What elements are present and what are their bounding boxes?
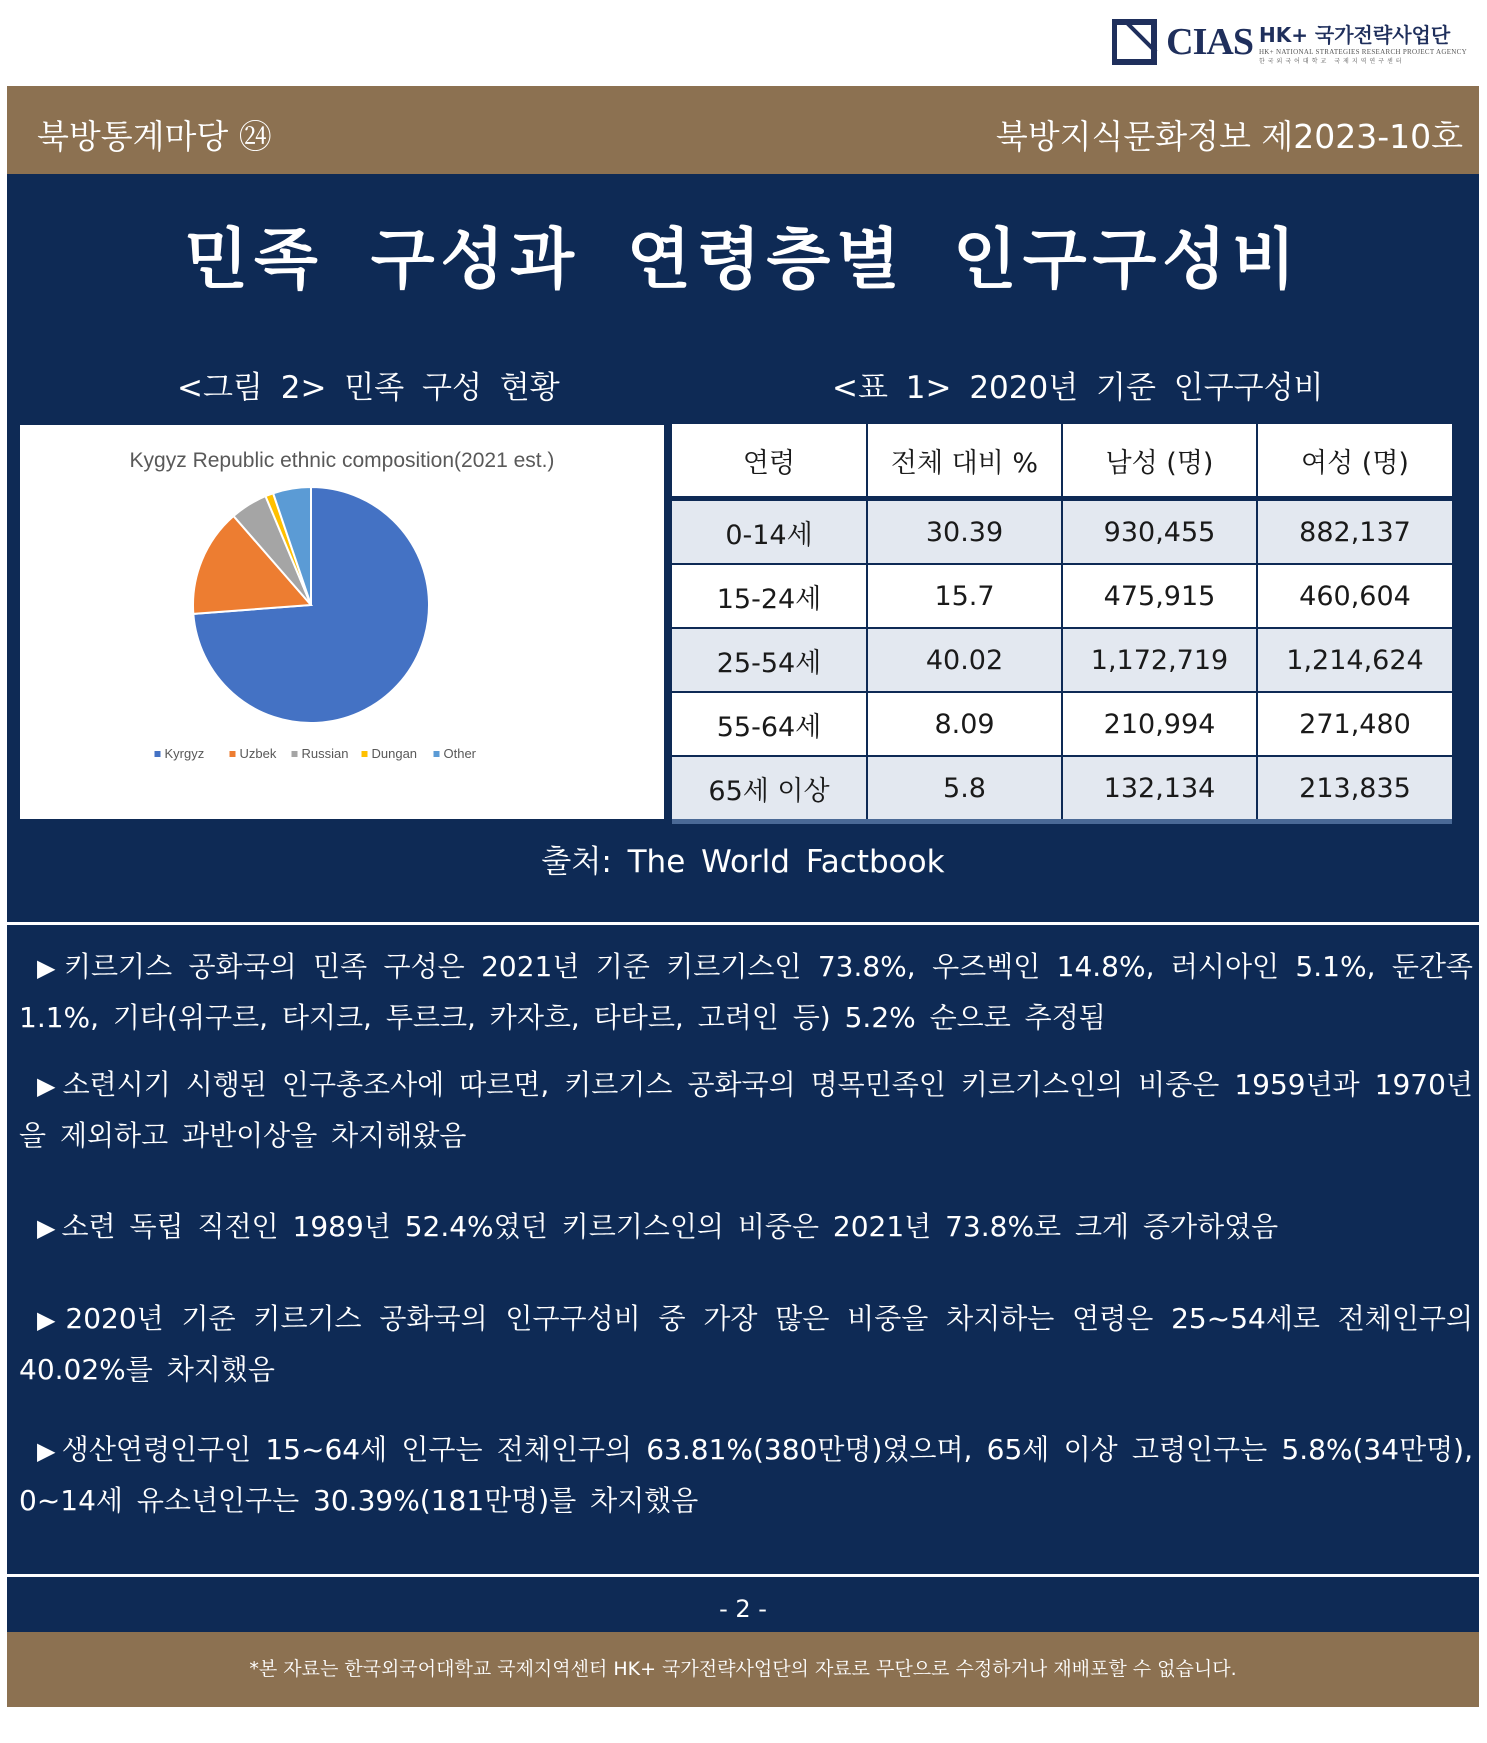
legend-swatch <box>362 751 368 757</box>
table-cell: 55-64세 <box>672 692 867 756</box>
table-cell: 65세 이상 <box>672 756 867 822</box>
table-cell: 930,455 <box>1062 499 1257 565</box>
legend-label: Kyrgyz <box>164 746 205 761</box>
source-text: 출처: The World Factbook <box>541 844 945 880</box>
page-number: - 2 - <box>719 1595 767 1623</box>
legend-swatch <box>230 751 236 757</box>
pie-chart-box <box>20 425 664 819</box>
paragraph-text: 소련 독립 직전인 1989년 52.4%였던 키르기스인의 비중은 2021년 73.8%로 크게 증가하였음 <box>61 1210 1279 1243</box>
issue-label: 북방지식문화정보 제2023-10호 <box>995 117 1463 156</box>
bullet-icon: ▶ <box>37 954 58 982</box>
table-cell: 5.8 <box>867 756 1062 822</box>
table-header-cell: 여성 (명) <box>1257 422 1452 499</box>
pie-chart <box>20 425 664 819</box>
cias-emblem-icon <box>1112 18 1160 66</box>
table-header-cell: 연령 <box>672 422 867 499</box>
footer-divider <box>7 1574 1479 1577</box>
chart-title: Kygyz Republic ethnic composition(2021 est.) <box>129 449 555 472</box>
paragraph-2 <box>19 1060 1473 1160</box>
table-cell: 132,134 <box>1062 756 1257 822</box>
header-bar <box>7 86 1479 174</box>
population-table <box>672 419 1452 824</box>
legend-label: Russian <box>301 746 349 761</box>
table-row <box>672 499 1452 565</box>
legend-label: Dungan <box>371 746 418 761</box>
legend-swatch <box>434 751 440 757</box>
table-cell: 882,137 <box>1257 499 1452 565</box>
table-cell: 8.09 <box>867 692 1062 756</box>
table-row <box>672 564 1452 628</box>
logo-subtitle-ko: 한국외국어대학교 국제지역연구센터 <box>1258 58 1405 65</box>
legend-swatch <box>155 751 161 757</box>
logo-title: HK+ 국가전략사업단 <box>1258 23 1451 47</box>
table-header-cell: 남성 (명) <box>1062 422 1257 499</box>
table-cell: 30.39 <box>867 499 1062 565</box>
content-panel <box>7 174 1479 1632</box>
paragraph-text: 2020년 기준 키르기스 공화국의 인구구성비 중 가장 많은 비중을 차지하는 연령은 25~54세로 전체인구의 40.02%를 차지했음 <box>19 1302 1473 1386</box>
paragraph-text: 키르기스 공화국의 민족 구성은 2021년 기준 키르기스인 73.8%, 우즈벡인 14.8%, 러시아인 5.1%, 둔간족 1.1%, 기타(위구르, 타지크, 투르크, 카자흐, 타타르, 고려인 등) 5.2% 순으로 추정됨 <box>19 950 1473 1034</box>
table-cell: 0-14세 <box>672 499 867 565</box>
table-cell: 15.7 <box>867 564 1062 628</box>
table-row <box>672 756 1452 822</box>
table-header-row <box>672 422 1452 499</box>
series-label: 북방통계마당 ㉔ <box>37 117 272 156</box>
paragraph-4 <box>19 1294 1473 1394</box>
paragraph-text: 생산연령인구인 15~64세 인구는 전체인구의 63.81%(380만명)였으며, 65세 이상 고령인구는 5.8%(34만명), 0~14세 유소년인구는 30.39%(181만명)를 차지했음 <box>19 1433 1473 1517</box>
section-divider <box>7 922 1479 925</box>
table-cell: 271,480 <box>1257 692 1452 756</box>
table-cell: 210,994 <box>1062 692 1257 756</box>
table-caption: <표 1> 2020년 기준 인구구성비 <box>832 370 1324 406</box>
table-row <box>672 692 1452 756</box>
paragraph-text: 소련시기 시행된 인구총조사에 따르면, 키르기스 공화국의 명목민족인 키르기스인의 비중은 1959년과 1970년을 제외하고 과반이상을 차지해왔음 <box>19 1068 1473 1152</box>
paragraph-3 <box>19 1202 1473 1253</box>
table-cell: 25-54세 <box>672 628 867 692</box>
table-cell: 460,604 <box>1257 564 1452 628</box>
table-cell: 213,835 <box>1257 756 1452 822</box>
bullet-icon: ▶ <box>37 1437 56 1465</box>
bullet-icon: ▶ <box>37 1072 57 1100</box>
page-title: 민족 구성과 연령층별 인구구성비 <box>184 221 1302 298</box>
legend-label: Other <box>443 746 477 761</box>
cias-logo <box>1112 18 1467 66</box>
table-cell: 475,915 <box>1062 564 1257 628</box>
table-cell: 1,172,719 <box>1062 628 1257 692</box>
table-cell: 40.02 <box>867 628 1062 692</box>
logo-subtitle-en: HK+ NATIONAL STRATEGIES RESEARCH PROJECT AGENCY <box>1258 48 1467 56</box>
copyright-footer: *본 자료는 한국외국어대학교 국제지역센터 HK+ 국가전략사업단의 자료로 무단으로 수정하거나 재배포할 수 없습니다. <box>7 1632 1479 1707</box>
bullet-icon: ▶ <box>37 1306 60 1334</box>
table-cell: 1,214,624 <box>1257 628 1452 692</box>
table-header-cell: 전체 대비 % <box>867 422 1062 499</box>
legend-swatch <box>292 751 298 757</box>
paragraph-1 <box>19 942 1473 1042</box>
table-row <box>672 628 1452 692</box>
table-cell: 15-24세 <box>672 564 867 628</box>
paragraph-5 <box>19 1425 1473 1525</box>
legend-label: Uzbek <box>239 746 277 761</box>
logo-brand: CIAS <box>1166 21 1253 63</box>
bullet-icon: ▶ <box>37 1214 56 1242</box>
figure-caption: <그림 2> 민족 구성 현황 <box>177 370 560 406</box>
